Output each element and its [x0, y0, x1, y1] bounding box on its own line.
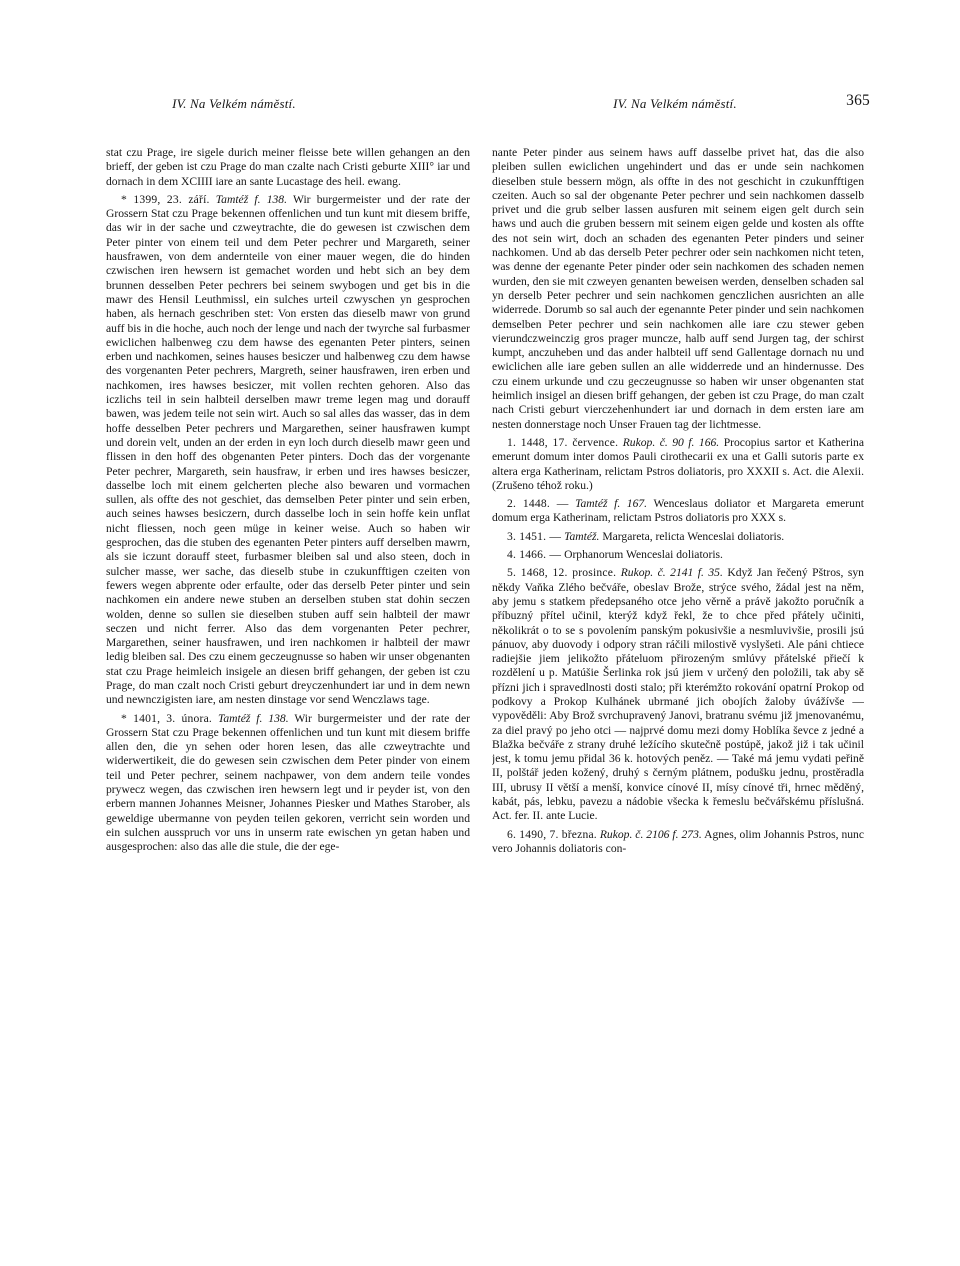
entry-text: Wir burgermeister und der rate der Grossern Stat czu Prage bekennen offenlichen und tun kunt mit diesem briffe allen den, die yn sehen oder horen lesen, das alle czweytrachte und widerwertikeit, die do gewesen sein czwischen dem Peter pinder von einem teil und Peter pechrer, seinem nachpawer, von dem andern teile vondes prywecz wegen, das czwischen iren hewsern legt und ir peyder ist, von den erbern mannen Johannes Meisner, Johannes Piesker und Mathes Starober, als geweldige ubermanne von peyden teilen gekoren, verricht sein worden und ein sulchen ausspruch vor uns in unserm rate ewischen yn getan haben und ausgesprochen: also das alle die stule, die der ege-: [106, 711, 470, 854]
page-number: 365: [846, 92, 870, 109]
running-header-right: IV. Na Velkém náměstí.: [613, 96, 737, 111]
entry-date: * 1399, 23. září.: [121, 192, 210, 206]
entry-date: 6. 1490, 7. března.: [507, 827, 597, 841]
entry-date: 3. 1451. —: [507, 529, 562, 543]
entry-text: Když Jan řečený Pštros, syn někdy Vaňka Zlého bečváře, obeslav Brože, strýce svého, žádal jest na něm, aby jemu s statkem předepsaného otce jeho věrně a právě jakožto poručník a příbuzný přítel učinil, kterýž když řekl, že to chce před přátely učiniti, několikrát o to se s povolením panským pokusivšie a nesmluvivšie, prosili jsú pánuov, aby duovody i odpory stran ráčili milostivě vyslyšeti. Ale páni chtiece radiejšie jiem jelikožto přáteluom přirozeným smlúvy přátelské přiečí k rozdělení u p. Matúšie Šerlinka rok jsú jiem v určený den položili, tak aby sě přízni jich i spravedlnosti dosti stalo; při kterémžto rokování opatrní Prokop od podkovy a Prokop Kulhánek ubrmané jich obojích žaloby úvážívše — vypověděli: Aby Brož svrchupravený Janovi, bratranu svému již jmenovanému, za diel pravý po jeho otci — najprvé domu mezi domy Hoblíka ševce z jedné a Blažka bečváře z strany druhé ležícího skutečně postúpě, jakož již i tak učinil jest, k tomu jemu přidal 36 k. hotových peněz. — Také má jemu vydati peřině II, polštář jeden kožený, druhý s černým plátnem, podušku jednu, prostěradla III, ubrusy II větší a menší, konvice cínové II, mísy cínové tři, hrnec měděný, kabát, pás, lebku, pavezu a nádobie všecka k řemeslu bečvářskému příslušná. Act. fer. II. ante Lucie.: [492, 566, 864, 823]
manuscript-reference: Tamtéž f. 138.: [215, 192, 287, 206]
manuscript-reference: Rukop. č. 90 f. 166.: [622, 435, 720, 449]
manuscript-reference: Rukop. č. 2106 f. 273.: [599, 827, 702, 841]
dated-entry-paragraph: [106, 193, 470, 708]
entry-text: Wenceslaus doliator et Margareta emerunt domum erga Katherinam, relictam Pstros doliatoris pro XXX s.: [492, 497, 864, 525]
running-header-left: IV. Na Velkém náměstí.: [172, 96, 296, 111]
manuscript-reference: Rukop. č. 2141 f. 35.: [620, 566, 723, 580]
left-text-column: [106, 146, 470, 1196]
manuscript-reference: Tamtéž f. 138.: [217, 711, 289, 725]
dated-entry-paragraph: [492, 548, 864, 562]
dated-entry-paragraph: [492, 828, 864, 857]
entry-date: 1. 1448, 17. července.: [507, 435, 619, 449]
continued-paragraph: [492, 146, 864, 432]
manuscript-reference: Tamtéž.: [564, 529, 600, 543]
entry-text: Agnes, olim Johannis Pstros, nunc vero Johannis doliatoris con-: [492, 827, 864, 855]
entry-date: 5. 1468, 12. prosince.: [507, 566, 617, 580]
entry-date: * 1401, 3. února.: [121, 711, 213, 725]
dated-entry-paragraph: [492, 436, 864, 493]
manuscript-reference: Tamtéž f. 167.: [575, 497, 648, 511]
dated-entry-paragraph: [492, 566, 864, 823]
entry-text: Margareta, relicta Wenceslai doliatoris.: [602, 529, 785, 543]
entry-date: 4. 1466. —: [507, 548, 562, 562]
entry-date: 2. 1448. —: [507, 497, 569, 511]
entry-text: Procopius sartor et Katherina emerunt domum inter domos Pauli cirothecarii ex una et Galli sutoris parte ex altera erga Katherinam, relictam Pstros doliatoris, pro XXXII s. Act. die Alexii. (Zrušeno téhož roku.): [492, 435, 864, 492]
right-text-column: [492, 146, 864, 1196]
entry-text: Wir burgermeister und der rate der Grossern Stat czu Prage bekennen offenlichen und tun kunt mit diesem briffe, das wir in der sache und czweytrachte, die do gewesen ist czwischen dem Peter pinter von einem teil und dem Peter pechrer und Margareth, seiner hausfrawen, von dem andernteile von einer mauer wegen, die do hinden czwischen iren hewsern ist gemachet worden und hebt sich an bey dem brunnen desselben Peter pechrers bei seinem swybogen und get bis in die mawr des Hensil Leuthmissl, ein sulches urteil czwyschen yn gesprochen haben, als hernach geschriben stet: Von ersten das dieselb mawr von grund auff bis in die hoche, auch noch der lenge und nach der twyrche sal furbasmer ewiclichen halbenweg czu dem hawse des egenanten Peter pinters, seinen erben und nachkomen, seines hauses besiczer und halbenweg czu dem hawse des vorgenanten Peter pechrers, Margreth, seiner hausfrawen, iren erben und nachkomen, ires hawses besiczer, mit vollen rechten gehoren. Also das iczlichs teil in sein halbteil derselben mawr treme legen mag und dorauff bawen, was jedem teile not sein wirt. Auch so sal alles das wasser, das in dem hoffe desselben Peter pechrers und Margarethen, seiner hausfrawen kumpt und dorein velt, unden an der erden in eyn loch durch dieselb mawr geen und flissen in den hoff des obgenanten Peter pinters. Doch das der vorgenante Peter pechrer, Margareth, sein hausfraw, ir erben und ires hawses besiczer, dasselbe loch mit einem gelcherten pleche also bewaren und vormachen sullen, als offte des not geschiet, das demselben Peter pinter und sein erben, auch seines hawses besiczern, durch dasselbe loch in sein hoffe kein unflat nicht fliessen, noch geen müge in keiner weise. Auch so haben wir gesprochen, das die stuben des egenanten Peter pinters auff derselben mawrn, als sie iczunt dorauff steet, furbasmer bleiben sal und also steen, doch in sulcher masse, wer sache, das dieselb stube in czukunfftigen czeiten von fewers wegen abprente oder erfaulte, oder das derselb Peter pinter und sein nachkomen ein andere newe stuben an derselben stuben stat dohin seczen wolden, denne so sullen sie dieselben stuben auff sein halbteil der mawr seczen und nicht ferrer. Also das dem vorgenanten Peter pechrer, Margarethen, seiner hausfrawen, und iren nachkomen ir halbteil der mawr ledig bleiben sal. Des czu einem geczeugnusse so haben wir unser obgenanten stat czu Prage heimleich insigele an diesen briff gehangen, der geben ist czu Prage, do man czalt noch Cristi geburt dreyczenhundert iar und in dem newn und newnczigisten iare, am nesten dinstage vor send Wenczlaws tage.: [106, 192, 470, 707]
continued-paragraph: [106, 146, 470, 189]
entry-text: Orphanorum Wenceslai doliatoris.: [564, 548, 723, 562]
dated-entry-paragraph: [492, 497, 864, 526]
dated-entry-paragraph: [106, 712, 470, 855]
entry-text: nante Peter pinder aus seinem haws auff dasselbe privet hat, das die also pleiben sullen ewiclichen ungehindert und das er unde sein nachkomen dieselben stule bessern mögn, als offte in des not geschicht in czukunfftigen czeiten. Auch so sal der obgenante Peter pechrer und sein nachkomen dasselb privet und die grub selber lassen ausfuren mit seinem eigen gelt durch sein haws und auch die gruben bessern mit seinem eigen gelde und kosten als offte des not sein wirt, doch an schaden des egenanten Peter pinders und seiner nachkomen. Und ab das derselb Peter pechrer oder sein nachkomen nicht teten, was denne der egenante Peter pinder oder sein nachkomen des schaden nemen wurden, den sie mit czweyen genanten beweisen werden, denselben schaden sal yn derselb Peter pechrer und sein nachkomen genczlichen ausrichten an alle widerrede. Dorumb so sal auch der egenannte Peter pinder und sein nachkomen demselben Peter pechrer und sein nachkomen alle iare czu stewer geben vierundczweinczig gros prager muncze, halb auff send Jurgen tag, der schirst kumpt, anczuheben und das ander halbteil uff send Gallentage dornach nu und ewiclichen alle iare geben sullen an alle widderrede und an hindernusse. Des czu einem urkunde und czu geczeugnusse so haben wir unser obgenanten stat heimlich insigel an diesen briff gehangen, der geben ist czu Prage, do man czalt nach Cristi geburt vierczehenhundert iar und dornach in dem ersten iare am nesten donnerstage noch Unser Frauen tag der lichtmesse.: [492, 146, 864, 431]
dated-entry-paragraph: [492, 530, 864, 544]
entry-text: stat czu Prage, ire sigele durich meiner fleisse bete willen gehangen an den brieff, der geben ist czu Prage do man czalte nach Cristi geburte XIII° iar und dornach in dem XCIIII iare an sante Lucastage des heil. ewang.: [106, 146, 470, 188]
